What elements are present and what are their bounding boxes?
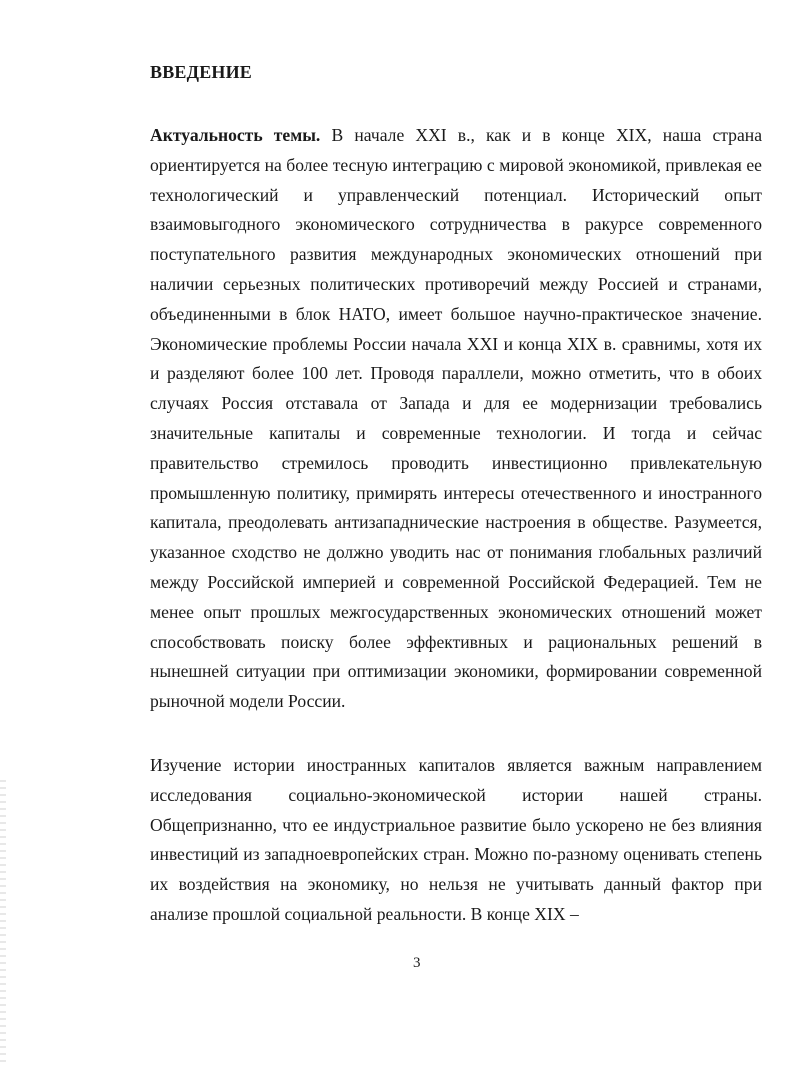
page-number: 3 [413, 955, 421, 971]
section-heading: ВВЕДЕНИЕ [150, 62, 253, 82]
paragraph-text: В начале XXI в., как и в конце XIX, наша страна ориентируется на более тесную интеграцию с мировой экономикой, привлекая ее технологический и управленческий потенциал. Исторический опыт взаимовыгодного экономического сотрудничества в ракурсе современного поступательного развития международных экономических отношений при наличии серьезных политических противоречий между Россией и странами, объединенными в блок НАТО, имеет большое научно-практическое значение. Экономические проблемы России начала XXI и конца XIX в. сравнимы, хотя их и разделяют более 100 лет. Проводя параллели, можно отметить, что в обоих случаях Россия отставала от Запада и для ее модернизации требовались значительные капиталы и современные технологии. И тогда и сейчас правительство стремилось проводить инвестиционно привлекательную промышленную политику, примирять интересы отечественного и иностранного капитала, преодолевать антизападнические настроения в обществе. Разумеется, указанное сходство не должно уводить нас от понимания глобальных различий между Российской империей и современной Российской Федерацией. Тем не менее опыт прошлых межгосударственных экономических отношений может способствовать поиску более эффективных и рациональных решений в нынешней ситуации при оптимизации экономики, формировании современной рыночной модели России. [150, 125, 763, 712]
paragraph-foreign-capital [116, 751, 762, 930]
scan-edge-artifact [0, 780, 6, 1066]
paragraph-term: Актуальность темы. [150, 125, 321, 145]
paragraph-relevance [116, 121, 762, 717]
paragraph-text: Изучение истории иностранных капиталов является важным направлением исследования социально-экономической истории нашей страны. Общепризнанно, что ее индустриальное развитие было ускорено не без влияния инвестиций из западноевропейских стран. Можно по-разному оценивать степень их воздействия на экономику, но нельзя не учитывать данный фактор при анализе прошлой социальной реальности. В конце XIX – [150, 755, 762, 924]
